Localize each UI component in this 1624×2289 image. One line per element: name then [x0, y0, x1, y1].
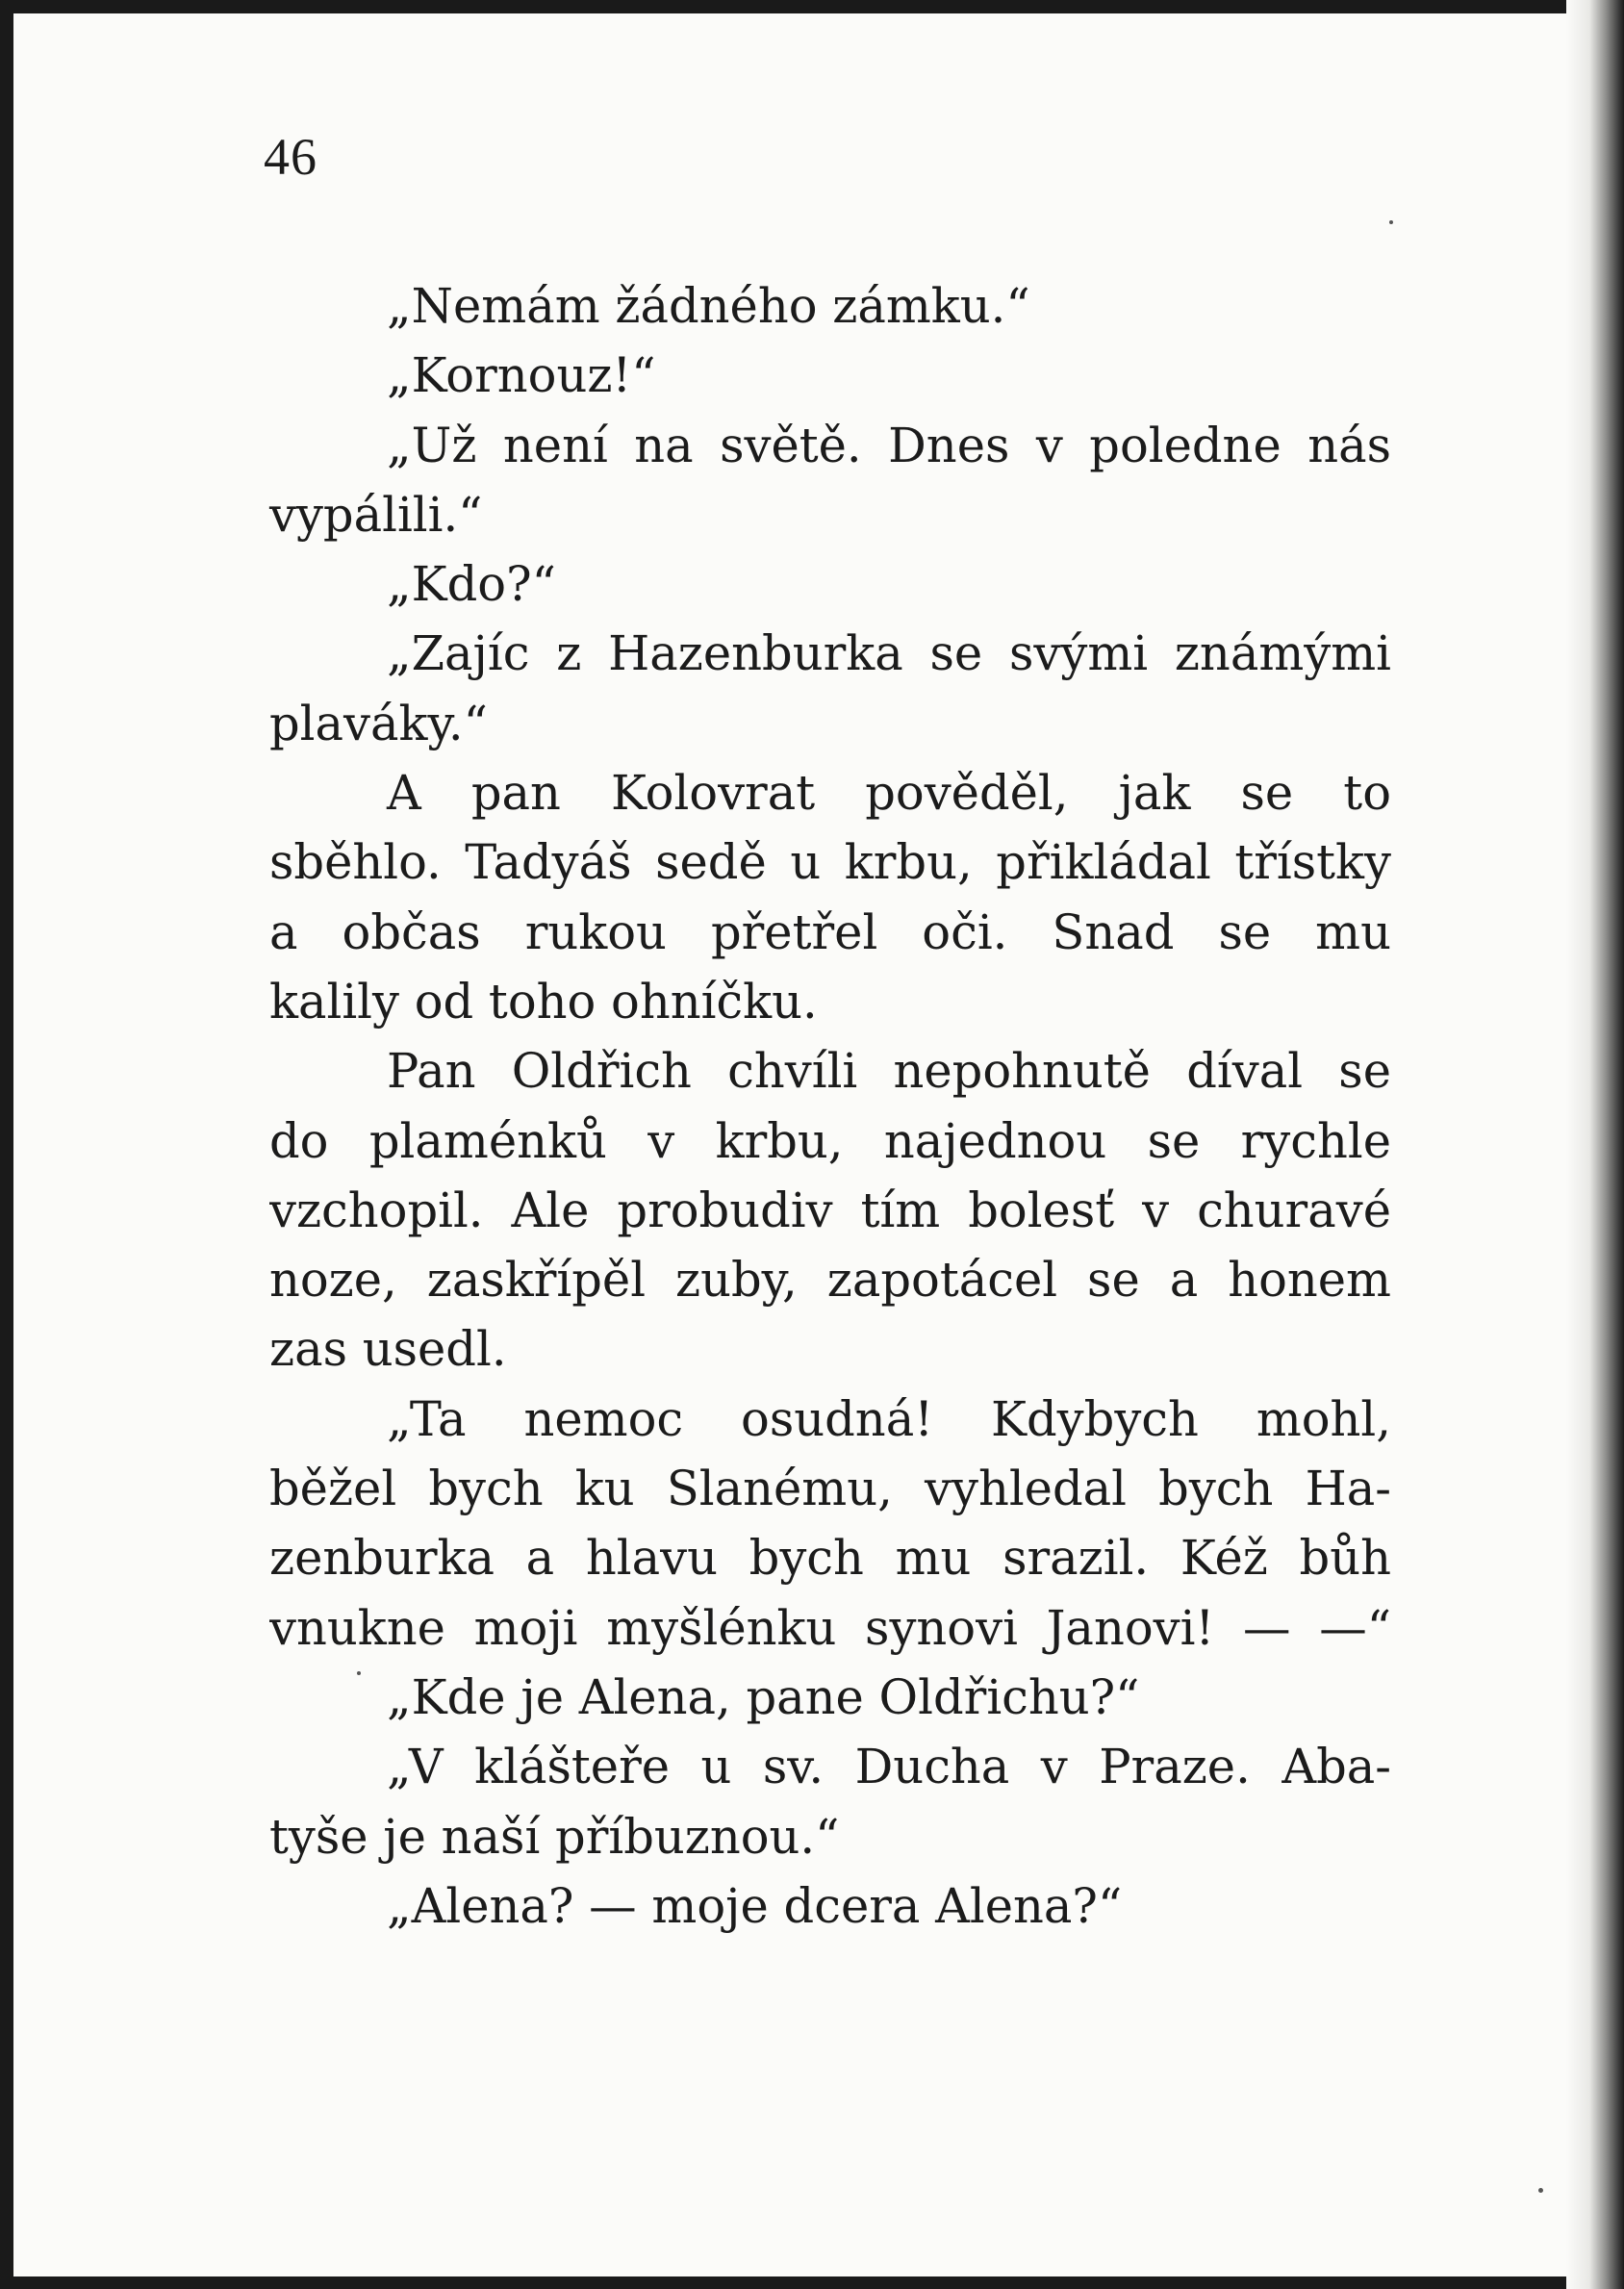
print-speck: [1389, 220, 1393, 224]
text-line: Pan Oldřich chvíli nepohnutě díval se: [387, 1043, 1391, 1100]
text-line: „Alena? — moje dcera Alena?“: [387, 1877, 1123, 1934]
print-speck: [357, 1671, 361, 1675]
text-line: A pan Kolovrat pověděl, jak se to: [387, 765, 1391, 822]
text-line: do plaménků v krbu, najednou se rychle: [269, 1112, 1391, 1169]
text-line: kalily od toho ohníčku.: [269, 973, 818, 1030]
text-line: „Už není na světě. Dnes v poledne nás: [387, 417, 1391, 473]
text-line: „V klášteře u sv. Ducha v Praze. Aba-: [387, 1739, 1391, 1795]
body-text: [269, 271, 1391, 1941]
text-line: zas usedl.: [269, 1321, 507, 1378]
text-line: „Kdo?“: [387, 556, 556, 613]
text-line: plaváky.“: [269, 695, 488, 751]
text-line: vnukne moji myšlénku synovi Janovi! — —“: [269, 1599, 1391, 1656]
text-line: běžel bych ku Slanému, vyhledal bych Ha-: [269, 1461, 1391, 1517]
print-speck: [1538, 2188, 1543, 2193]
text-line: noze, zaskřípěl zuby, zapotácel se a honem: [269, 1252, 1391, 1309]
text-line: vzchopil. Ale probudiv tím bolesť v churavé: [269, 1182, 1391, 1238]
text-line: „Kornouz!“: [387, 347, 656, 404]
text-line: sběhlo. Tadyáš sedě u krbu, přikládal třístky: [269, 834, 1391, 891]
text-line: „Kde je Alena, pane Oldřichu?“: [387, 1668, 1140, 1725]
text-line: tyše je naší příbuznou.“: [269, 1808, 840, 1865]
text-line: „Ta nemoc osudná! Kdybych mohl,: [387, 1390, 1391, 1447]
book-page: [13, 13, 1566, 2276]
text-line: „Zajíc z Hazenburka se svými známými: [387, 625, 1391, 682]
text-line: a občas rukou přetřel oči. Snad se mu: [269, 903, 1391, 960]
page-spine-shadow: [1566, 0, 1624, 2289]
text-line: vypálili.“: [269, 486, 483, 543]
text-line: zenburka a hlavu bych mu srazil. Kéž bůh: [269, 1530, 1391, 1587]
text-line: „Nemám žádného zámku.“: [387, 278, 1030, 334]
page-number: 46: [264, 128, 317, 186]
